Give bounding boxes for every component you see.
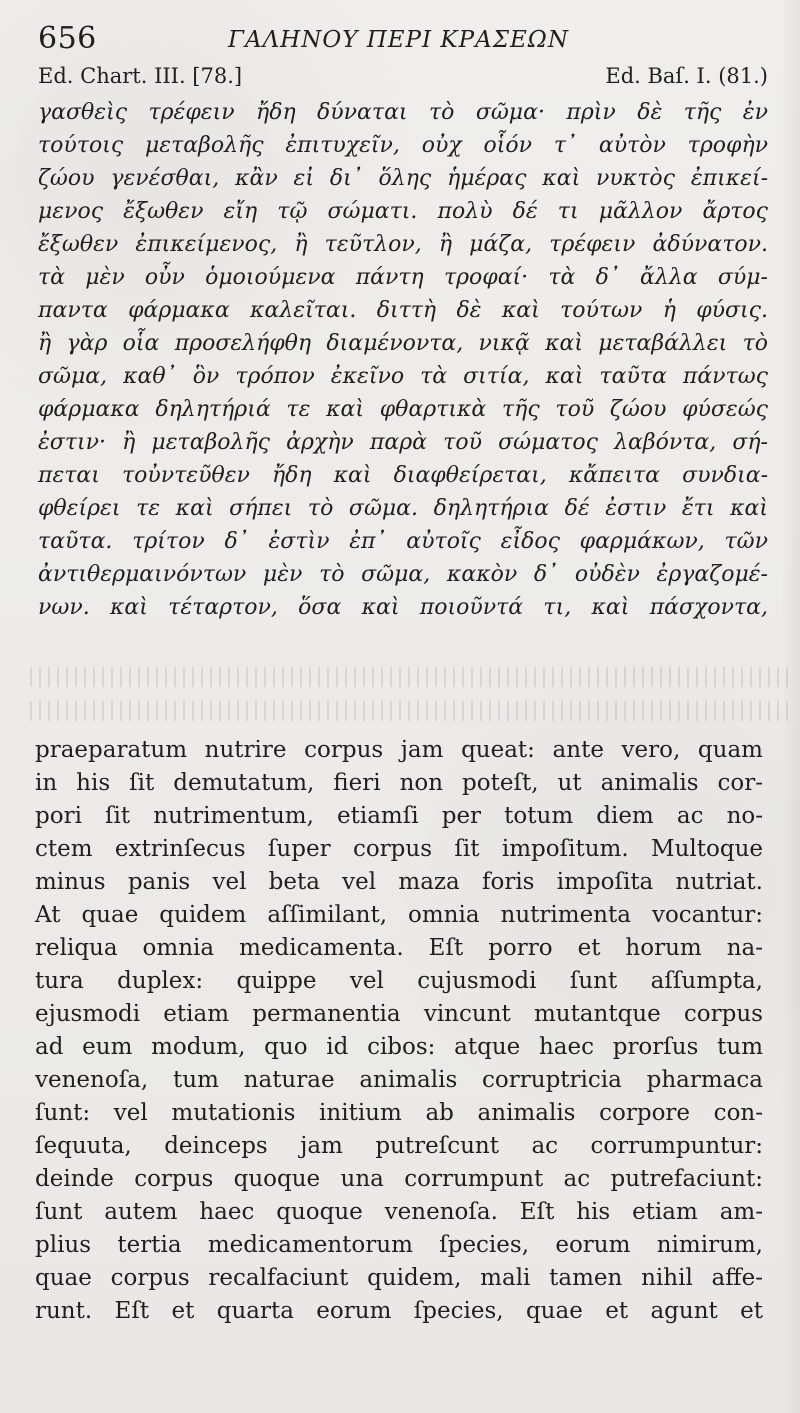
latin-line-15: ſunt autem haec quoque venenoſa. Eſt his etiam am-	[35, 1199, 763, 1225]
greek-line-4: μενος ἔξωθεν εἴη τῷ σώματι. πολὺ δέ τι μᾶλλον ἄρτος	[38, 199, 768, 224]
latin-line-6: At quae quidem aſſimilant, omnia nutrimenta vocantur:	[35, 902, 763, 928]
greek-line-14: ταῦτα. τρίτον δ᾽ ἐστὶν ἐπ᾽ αὐτοῖς εἶδος φαρμάκων, τῶν	[38, 529, 768, 554]
edition-reference-left: Ed. Chart. III. [78.]	[38, 64, 243, 88]
greek-line-12: πεται τοὐντεῦθεν ἤδη καὶ διαφθείρεται, κἄπειτα συνδια-	[38, 463, 768, 488]
greek-line-9: σῶμα, καθ᾽ ὃν τρόπον ἐκεῖνο τὰ σιτία, καὶ ταῦτα πάντως	[38, 364, 768, 389]
greek-line-15: ἀντιθερμαινόντων μὲν τὸ σῶμα, κακὸν δ᾽ οὐδὲν ἐργαζομέ-	[38, 562, 768, 587]
greek-line-7: παντα φάρμακα καλεῖται. διττὴ δὲ καὶ τούτων ἡ φύσις.	[38, 298, 768, 323]
greek-line-1: γασθεὶς τρέφειν ἤδη δύναται τὸ σῶμα· πρὶν δὲ τῆς ἐν	[38, 100, 768, 125]
faint-bleed-line	[30, 667, 790, 687]
latin-line-16: plius tertia medicamentorum ſpecies, eorum nimirum,	[35, 1232, 763, 1258]
latin-text-block	[35, 735, 763, 1329]
latin-line-8: tura duplex: quippe vel cujusmodi ſunt aſſumpta,	[35, 968, 763, 994]
latin-line-10: ad eum modum, quo id cibos: atque haec prorſus tum	[35, 1034, 763, 1060]
page-edge-shadow	[782, 0, 800, 1413]
greek-line-8: ἢ γὰρ οἷα προσελήφθη διαμένοντα, νικᾷ καὶ μεταβάλλει τὸ	[38, 331, 768, 356]
greek-line-2: τούτοις μεταβολῆς ἐπιτυχεῖν, οὐχ οἷόν τ᾽ αὐτὸν τροφὴν	[38, 133, 768, 158]
latin-line-18: runt. Eſt et quarta eorum ſpecies, quae et agunt et	[35, 1298, 763, 1324]
latin-line-11: venenoſa, tum naturae animalis corruptricia pharmaca	[35, 1067, 763, 1093]
latin-line-5: minus panis vel beta vel maza foris impoſita nutriat.	[35, 869, 763, 895]
latin-line-9: ejusmodi etiam permanentia vincunt mutantque corpus	[35, 1001, 763, 1027]
page-number: 656	[38, 21, 97, 56]
latin-line-1: praeparatum nutrire corpus jam queat: ante vero, quam	[35, 737, 763, 763]
greek-line-10: φάρμακα δηλητήριά τε καὶ φθαρτικὰ τῆς τοῦ ζώου φύσεώς	[38, 397, 768, 422]
latin-line-4: ctem extrinſecus ſuper corpus ſit impoſitum. Multoque	[35, 836, 763, 862]
greek-line-16: νων. καὶ τέταρτον, ὅσα καὶ ποιοῦντά τι, καὶ πάσχοντα,	[38, 595, 768, 620]
greek-text-block	[38, 98, 768, 626]
greek-line-6: τὰ μὲν οὖν ὁμοιούμενα πάντη τροφαί· τὰ δ᾽ ἄλλα σύμ-	[38, 265, 768, 290]
latin-line-2: in his ſit demutatum, fieri non poteſt, ut animalis cor-	[35, 770, 763, 796]
latin-line-7: reliqua omnia medicamenta. Eſt porro et horum na-	[35, 935, 763, 961]
latin-line-12: ſunt: vel mutationis initium ab animalis corpore con-	[35, 1100, 763, 1126]
greek-line-3: ζώου γενέσθαι, κἂν εἰ δι᾽ ὅλης ἡμέρας καὶ νυκτὸς ἐπικεί-	[38, 166, 768, 191]
greek-line-13: φθείρει τε καὶ σήπει τὸ σῶμα. δηλητήρια δέ ἐστιν ἔτι καὶ	[38, 496, 768, 521]
latin-line-13: ſequuta, deinceps jam putreſcunt ac corrumpuntur:	[35, 1133, 763, 1159]
latin-line-3: pori ſit nutrimentum, etiamſi per totum diem ac no-	[35, 803, 763, 829]
faint-bleed-line	[30, 701, 790, 721]
latin-line-17: quae corpus recalfaciunt quidem, mali tamen nihil affe-	[35, 1265, 763, 1291]
page-header	[38, 18, 768, 60]
greek-line-11: ἐστιν· ἢ μεταβολῆς ἀρχὴν παρὰ τοῦ σώματος λαβόντα, σή-	[38, 430, 768, 455]
running-title: ΓΑΛΗΝΟΥ ΠΕΡΙ ΚΡΑΣΕΩΝ	[228, 27, 569, 53]
greek-line-5: ἔξωθεν ἐπικείμενος, ἢ τεῦτλον, ἢ μάζα, τρέφειν ἀδύνατον.	[38, 232, 768, 257]
edition-reference-right: Ed. Baſ. I. (81.)	[605, 64, 768, 88]
edition-references	[38, 64, 768, 94]
latin-line-14: deinde corpus quoque una corrumpunt ac putrefaciunt:	[35, 1166, 763, 1192]
